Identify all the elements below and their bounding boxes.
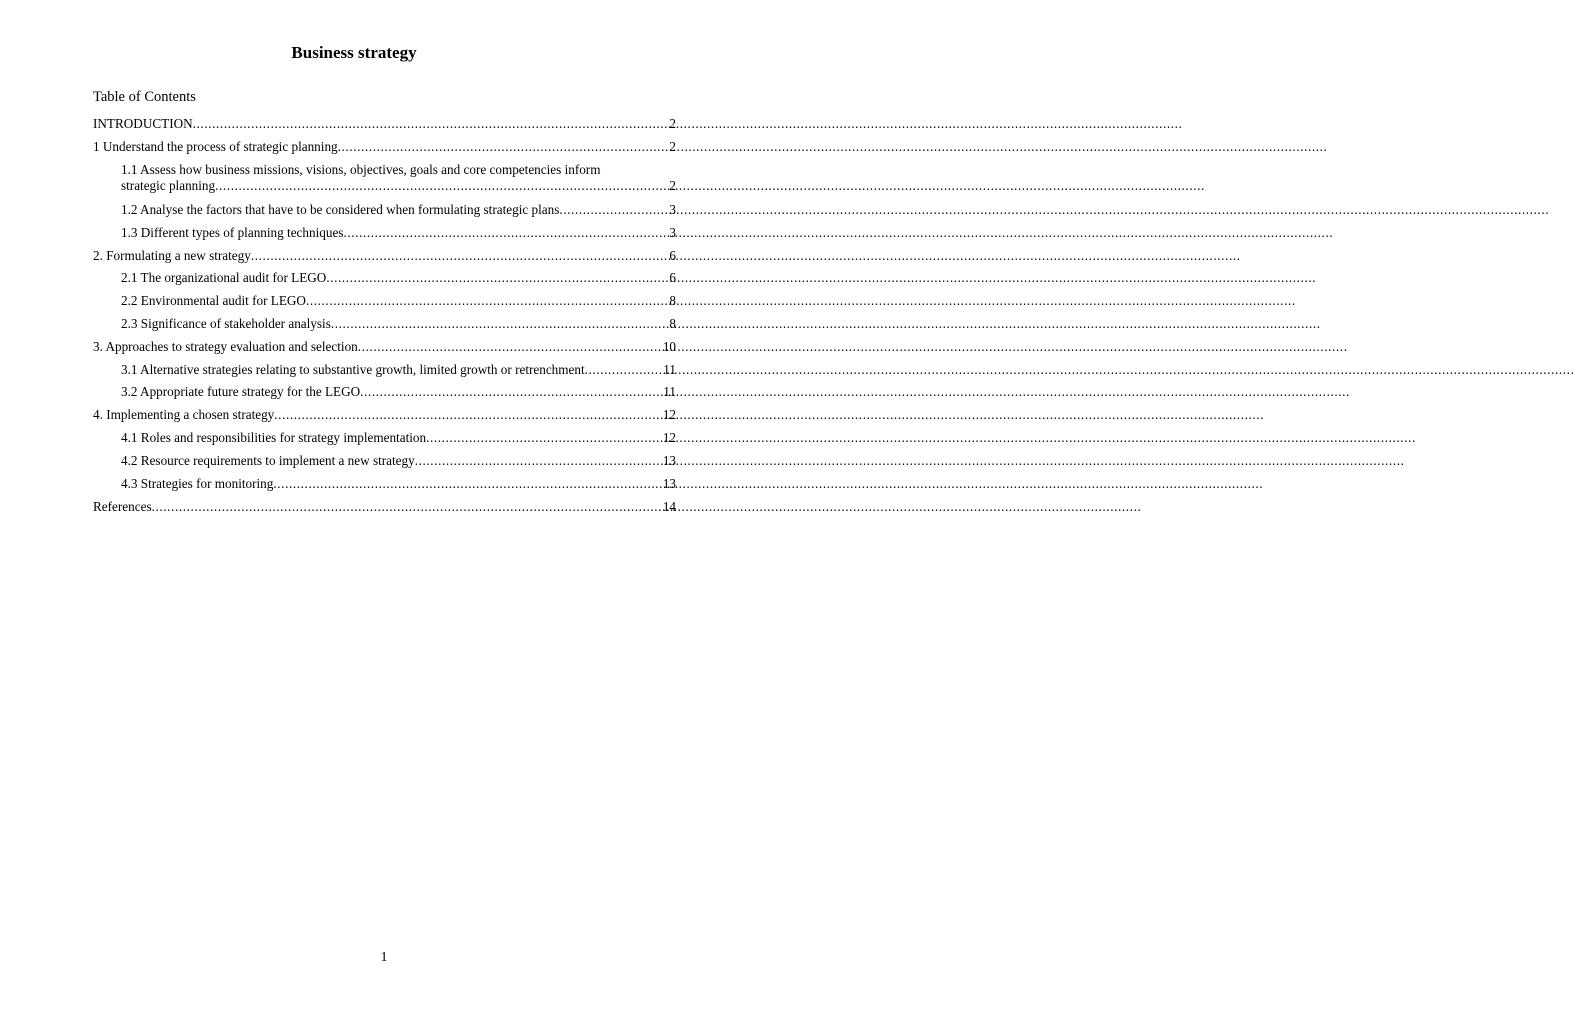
document-title: Business strategy bbox=[291, 43, 417, 62]
toc-leader-dots bbox=[559, 201, 668, 218]
toc-entry-title: 1.2 Analyse the factors that have to be considered when formulating strategic plans bbox=[121, 202, 560, 217]
toc-entry-title: 4.1 Roles and responsibilities for strategy implementation bbox=[121, 430, 427, 445]
toc-entry-4-1[interactable] bbox=[121, 429, 676, 446]
toc-entry-page: 2 bbox=[669, 116, 676, 131]
toc-entry-section-1[interactable] bbox=[93, 138, 676, 155]
toc-leader-dots bbox=[251, 247, 669, 264]
toc-entry-page: 6 bbox=[669, 248, 676, 263]
toc-entry-page: 2 bbox=[669, 139, 676, 154]
toc-entry-introduction[interactable] bbox=[93, 115, 676, 132]
toc-leader-dots bbox=[215, 177, 668, 194]
toc-leader-dots bbox=[358, 338, 662, 355]
toc-leader-dots bbox=[193, 115, 669, 132]
toc-entry-page: 8 bbox=[669, 293, 676, 308]
document-page bbox=[0, 0, 768, 1024]
toc-entry-page: 10 bbox=[662, 339, 676, 354]
toc-entry-section-3[interactable] bbox=[93, 338, 676, 355]
toc-entry-page: 11 bbox=[663, 362, 676, 377]
toc-entry-1-1-first-line[interactable]: 1.1 Assess how business missions, visions, objectives, goals and core competencies inform bbox=[121, 162, 601, 177]
toc-heading: Table of Contents bbox=[93, 89, 196, 105]
toc-entry-page: 8 bbox=[669, 316, 676, 331]
toc-leader-dots bbox=[343, 224, 668, 241]
toc-entry-section-2[interactable] bbox=[93, 247, 676, 264]
toc-leader-dots bbox=[326, 269, 668, 286]
toc-entry-title: 2.2 Environmental audit for LEGO bbox=[121, 293, 306, 308]
toc-leader-dots bbox=[426, 429, 662, 446]
toc-entry-title: 4. Implementing a chosen strategy bbox=[93, 407, 275, 422]
toc-entry-title: 3.2 Appropriate future strategy for the LEGO bbox=[121, 384, 361, 399]
toc-leader-dots bbox=[331, 315, 669, 332]
toc-leader-dots bbox=[306, 292, 668, 309]
toc-entry-page: 2 bbox=[669, 178, 676, 193]
toc-entry-title: 2.3 Significance of stakeholder analysis bbox=[121, 316, 331, 331]
toc-leader-dots bbox=[274, 406, 662, 423]
toc-entry-page: 12 bbox=[662, 407, 676, 422]
toc-entry-2-1[interactable] bbox=[121, 269, 676, 286]
page-number: 1 bbox=[380, 950, 388, 965]
toc-entry-3-1[interactable] bbox=[121, 361, 676, 378]
toc-entry-title: strategic planning bbox=[121, 178, 216, 193]
toc-entry-page: 3 bbox=[669, 225, 676, 240]
toc-entry-page: 11 bbox=[663, 384, 676, 399]
toc-entry-4-2[interactable] bbox=[121, 452, 676, 469]
toc-entry-section-4[interactable] bbox=[93, 406, 676, 423]
toc-entry-page: 6 bbox=[669, 270, 676, 285]
toc-entry-title: INTRODUCTION bbox=[93, 116, 193, 131]
toc-entry-page: 14 bbox=[662, 499, 676, 514]
toc-leader-dots bbox=[273, 475, 661, 492]
toc-entry-page: 13 bbox=[662, 453, 676, 468]
toc-entry-1-2[interactable] bbox=[121, 201, 676, 218]
table-of-contents bbox=[93, 0, 676, 1024]
toc-leader-dots bbox=[360, 383, 662, 400]
toc-entry-page: 13 bbox=[662, 476, 676, 491]
toc-leader-dots bbox=[585, 361, 663, 378]
toc-entry-1-1[interactable] bbox=[121, 177, 676, 194]
toc-entry-4-3[interactable] bbox=[121, 475, 676, 492]
toc-leader-dots bbox=[338, 138, 669, 155]
toc-entry-1-3[interactable] bbox=[121, 224, 676, 241]
toc-entry-title: 3. Approaches to strategy evaluation and selection bbox=[93, 339, 358, 354]
toc-entry-page: 3 bbox=[669, 202, 676, 217]
toc-entry-page: 12 bbox=[662, 430, 676, 445]
toc-entry-title: References bbox=[93, 499, 152, 514]
toc-entry-title: 1 Understand the process of strategic planning bbox=[93, 139, 338, 154]
toc-entry-title: 4.3 Strategies for monitoring bbox=[121, 476, 274, 491]
toc-entry-title: 2. Formulating a new strategy bbox=[93, 248, 251, 263]
toc-entry-references[interactable] bbox=[93, 498, 676, 515]
toc-entry-3-2[interactable] bbox=[121, 383, 676, 400]
toc-leader-dots bbox=[415, 452, 662, 469]
toc-entry-2-3[interactable] bbox=[121, 315, 676, 332]
toc-entry-title: 4.2 Resource requirements to implement a new strategy bbox=[121, 453, 415, 468]
toc-entry-title: 2.1 The organizational audit for LEGO bbox=[121, 270, 327, 285]
toc-entry-title: 3.1 Alternative strategies relating to substantive growth, limited growth or retrenchment bbox=[121, 362, 585, 377]
toc-entry-2-2[interactable] bbox=[121, 292, 676, 309]
toc-entry-title: 1.3 Different types of planning techniques bbox=[121, 225, 344, 240]
toc-leader-dots bbox=[152, 498, 662, 515]
